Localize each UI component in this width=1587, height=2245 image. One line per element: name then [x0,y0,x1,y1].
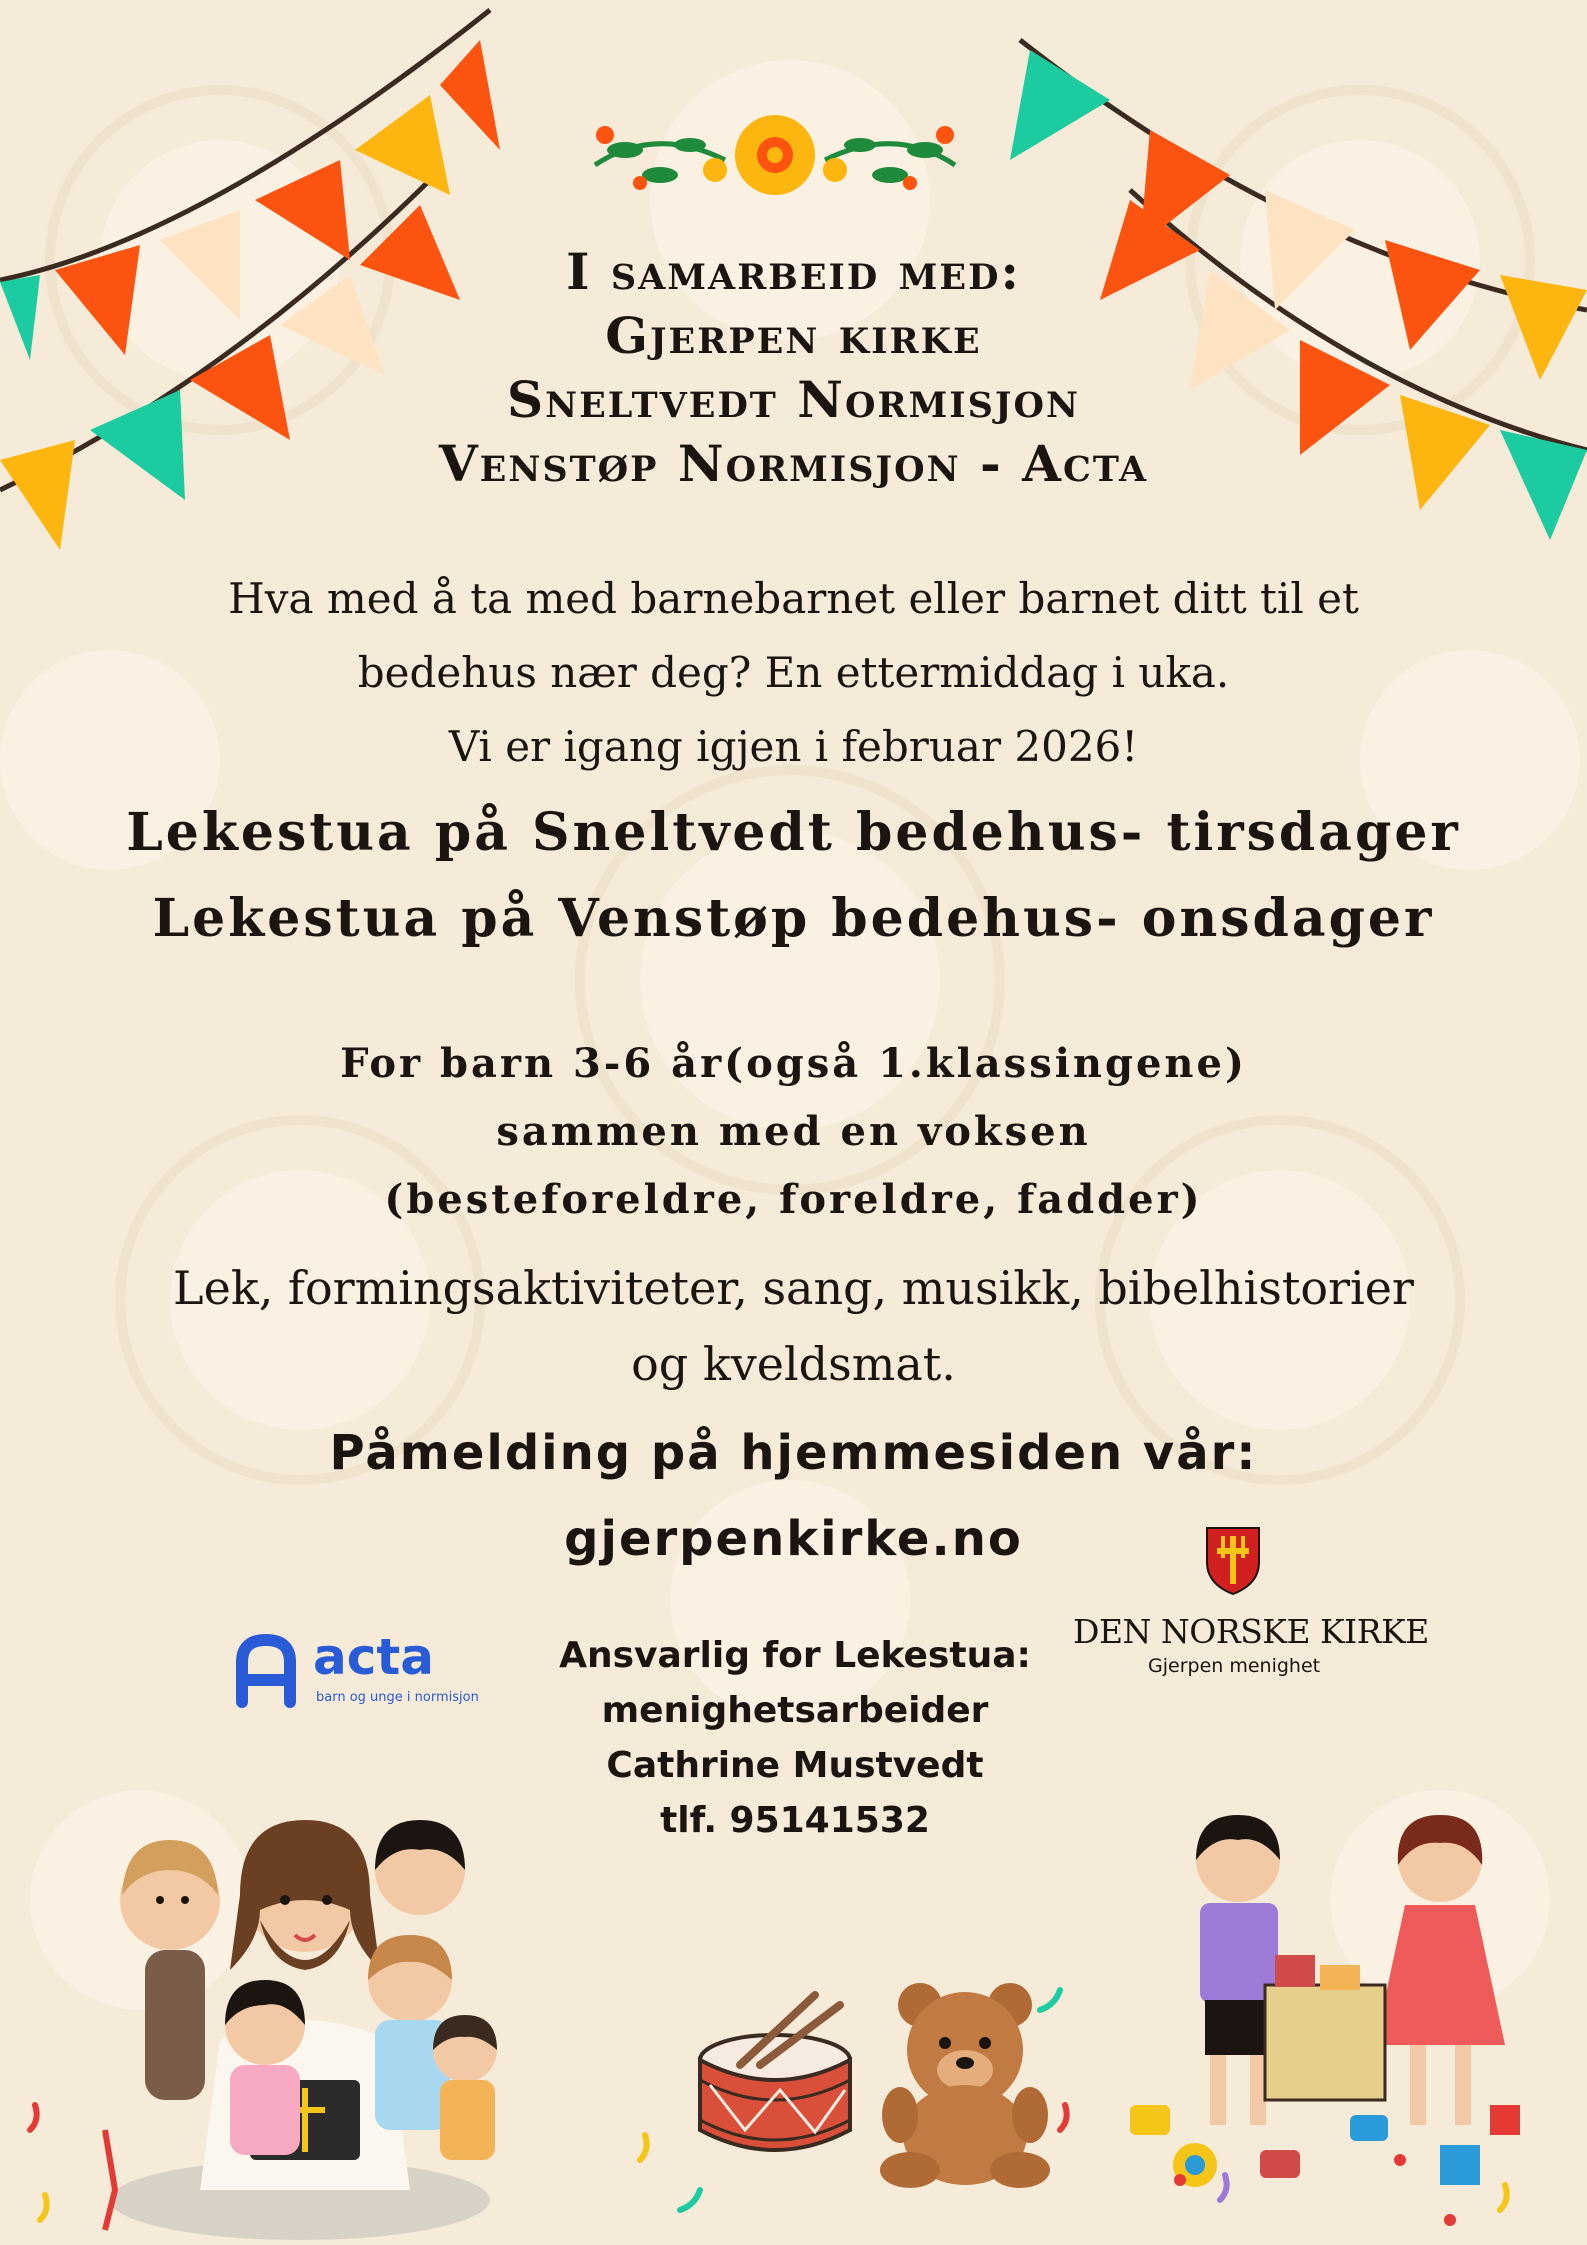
schedule-sneltvedt: Lekestua på Sneltvedt bedehus- tirsdager [126,802,1461,863]
intro-line-3: Vi er igang igjen i februar 2026! [448,722,1139,771]
audience-info [0,1030,1587,1234]
schedule [0,790,1587,962]
registration-label: Påmelding på hjemmesiden vår: [329,1425,1258,1481]
activities [0,1250,1587,1402]
partner-gjerpen-kirke: Gjerpen kirke [605,306,982,365]
audience-line-2: sammen med en voksen [496,1108,1091,1155]
activities-line-2: og kveldsmat. [631,1337,956,1391]
audience-line-3: (besteforeldre, foreldre, fadder) [384,1176,1203,1223]
flower-ornament [565,105,985,205]
church-logo-title: DEN NORSKE KIRKE [1073,1612,1429,1651]
registration-url[interactable]: gjerpenkirke.no [564,1511,1023,1567]
partner-list [0,240,1587,496]
acta-logo-tagline: barn og unge i normisjon [316,1690,479,1705]
contact-name: Cathrine Mustvedt [606,1745,984,1786]
partner-heading: I samarbeid med: [566,242,1021,301]
church-logo-subtitle: Gjerpen menighet [1148,1655,1321,1677]
schedule-venstop: Lekestua på Venstøp bedehus- onsdager [152,888,1435,949]
church-crest-icon [1203,1524,1263,1596]
intro-text [0,562,1587,784]
contact-heading: Ansvarlig for Lekestua: [559,1635,1031,1676]
partner-venstop: Venstøp Normisjon - Acta [438,434,1149,493]
registration [0,1410,1587,1582]
contact-phone: tlf. 95141532 [660,1800,930,1841]
audience-line-1: For barn 3-6 år(også 1.klassingene) [340,1040,1247,1087]
intro-line-1: Hva med å ta med barnebarnet eller barnet ditt til et [228,574,1359,623]
activities-line-1: Lek, formingsaktiviteter, sang, musikk, bibelhistorier [173,1261,1414,1315]
partner-sneltvedt: Sneltvedt Normisjon [507,370,1080,429]
acta-logo-word: acta [313,1628,435,1686]
intro-line-2: bedehus nær deg? En ettermiddag i uka. [357,648,1230,697]
contact-role: menighetsarbeider [601,1690,989,1731]
contact-info [530,1628,1060,1848]
acta-logo-icon [230,1630,310,1710]
confetti [0,1980,1587,2245]
